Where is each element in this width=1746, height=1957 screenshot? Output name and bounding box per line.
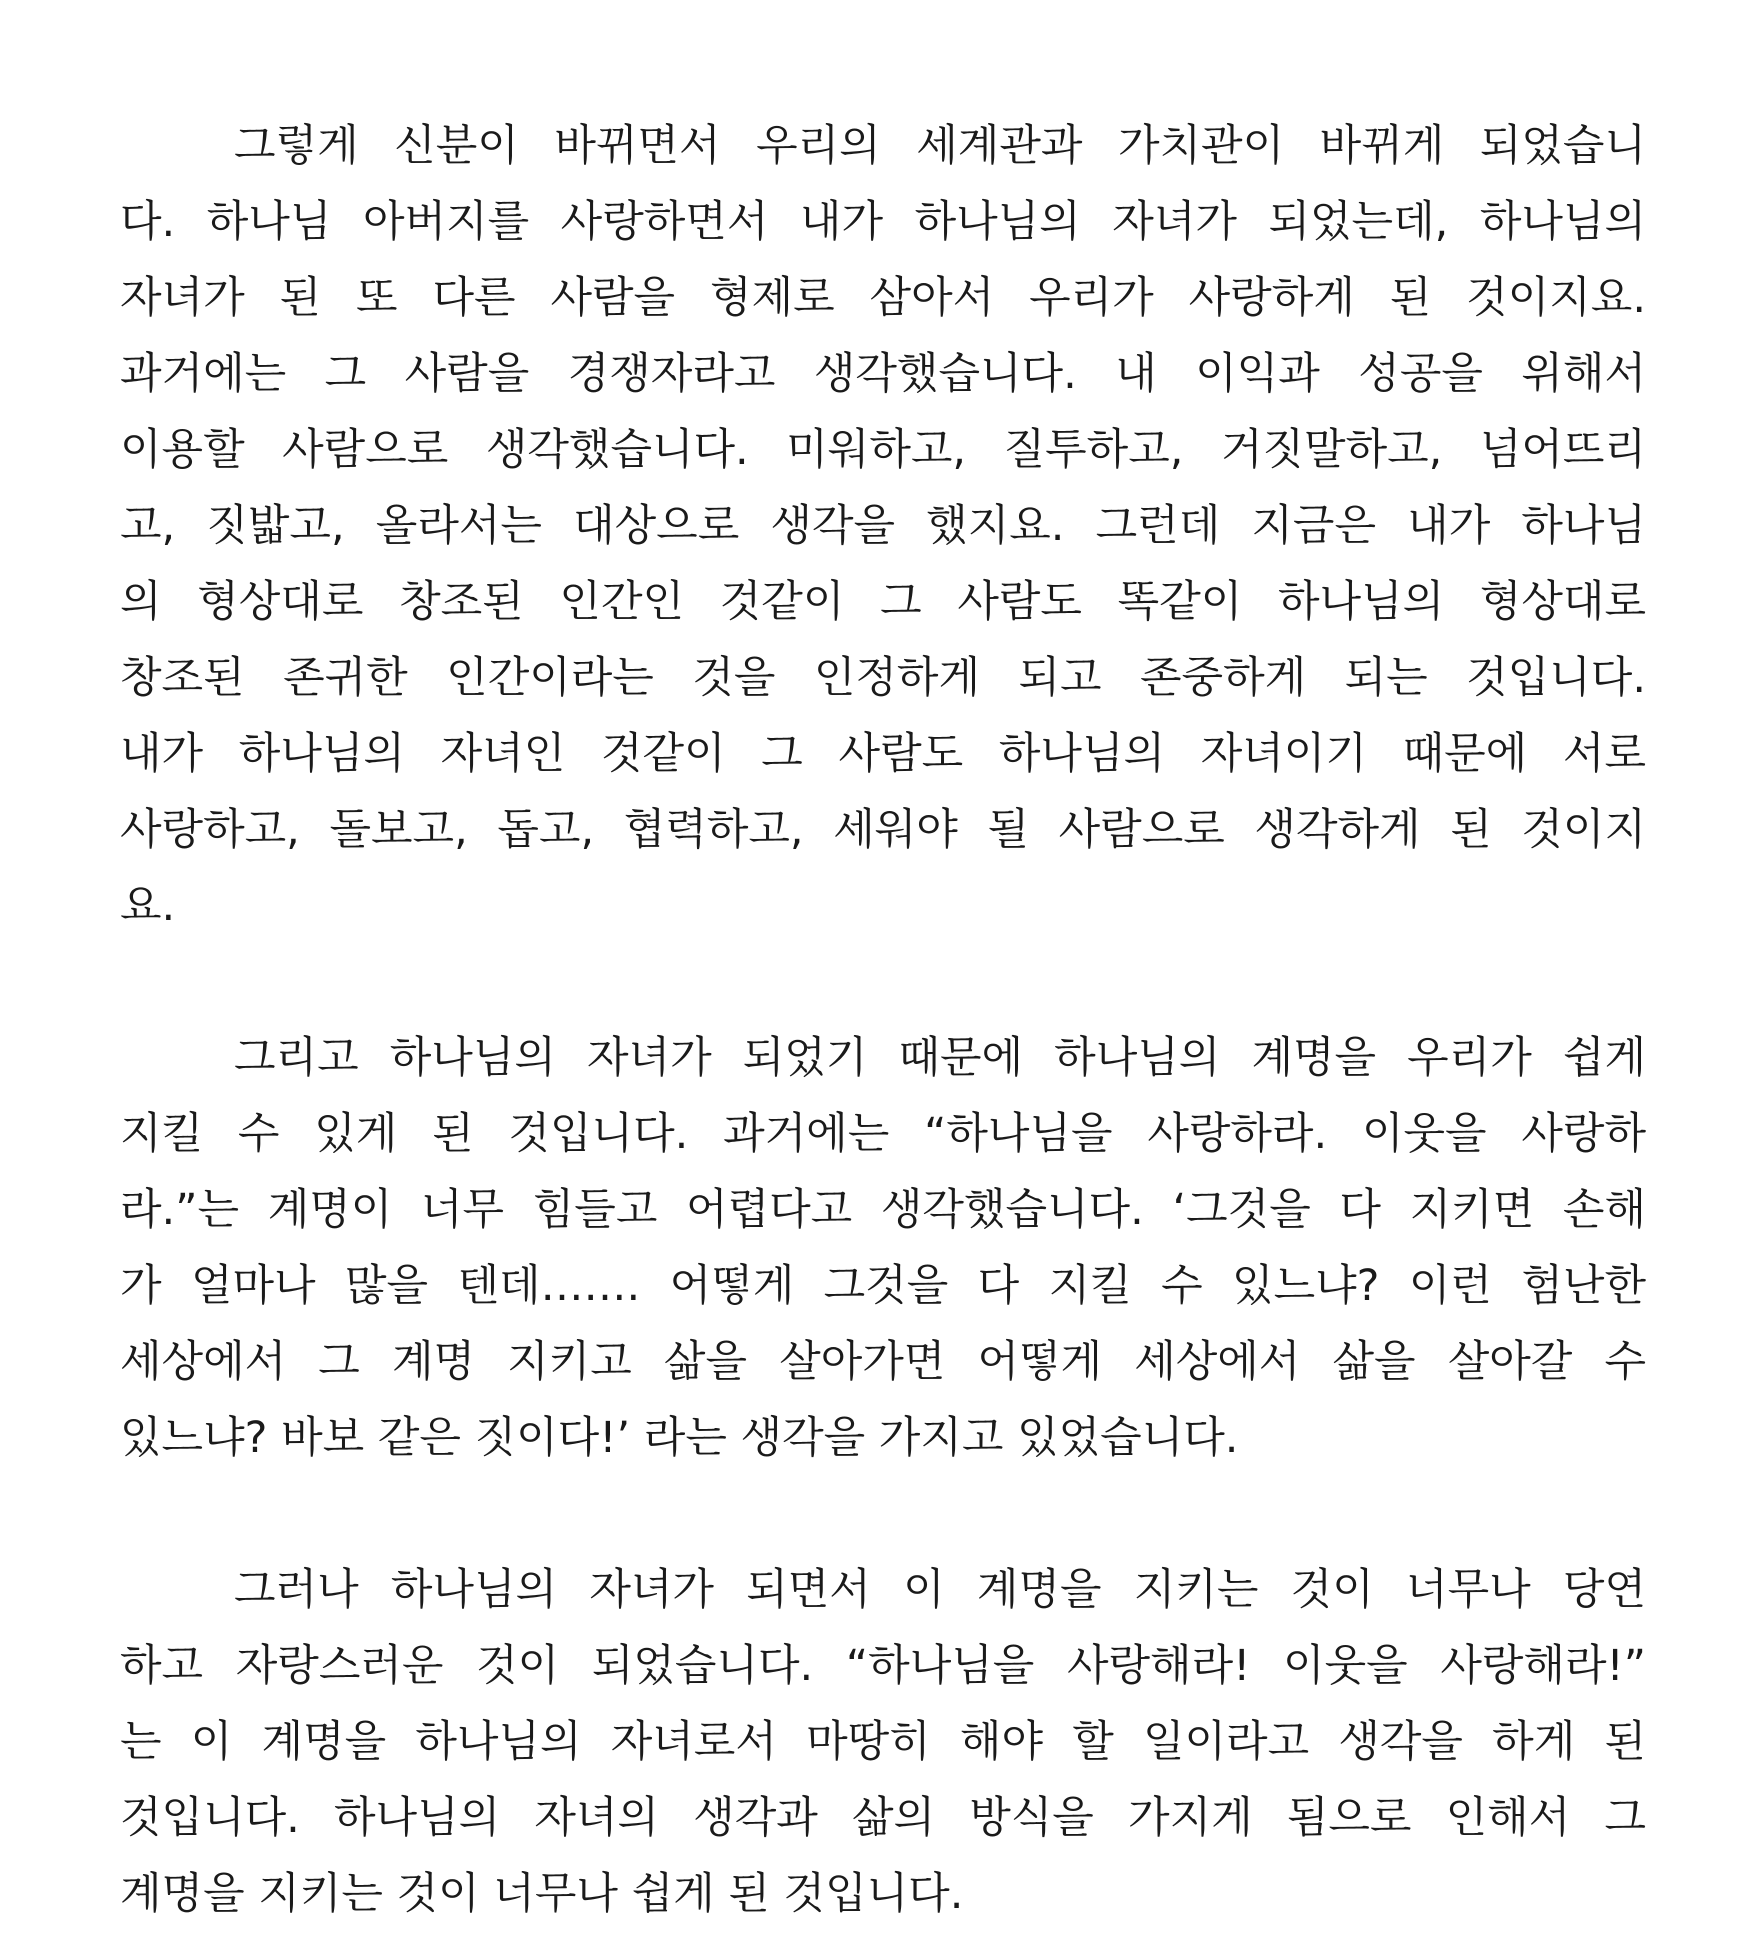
- text-line: 하고 자랑스러운 것이 되었습니다. “하나님을 사랑해라! 이웃을 사랑해라!”: [120, 1641, 1646, 1691]
- text-line: 는 이 계명을 하나님의 자녀로서 마땅히 해야 할 일이라고 생각을 하게 된: [120, 1717, 1646, 1767]
- paragraph-1: [120, 108, 1646, 944]
- paragraph-3: [120, 1552, 1646, 1932]
- text-line: 요.: [120, 881, 176, 931]
- text-line: 그렇게 신분이 바뀌면서 우리의 세계관과 가치관이 바뀌게 되었습니: [234, 121, 1646, 171]
- text-line: 계명을 지키는 것이 너무나 쉽게 된 것입니다.: [120, 1869, 964, 1919]
- text-line: 세상에서 그 계명 지키고 삶을 살아가면 어떻게 세상에서 삶을 살아갈 수: [120, 1337, 1646, 1387]
- text-line: 지킬 수 있게 된 것입니다. 과거에는 “하나님을 사랑하라. 이웃을 사랑하: [120, 1109, 1646, 1159]
- text-line: 그러나 하나님의 자녀가 되면서 이 계명을 지키는 것이 너무나 당연: [234, 1565, 1646, 1615]
- text-line: 고, 짓밟고, 올라서는 대상으로 생각을 했지요. 그런데 지금은 내가 하나님: [120, 501, 1646, 551]
- text-line: 자녀가 된 또 다른 사람을 형제로 삼아서 우리가 사랑하게 된 것이지요.: [120, 273, 1646, 323]
- text-line: 라.”는 계명이 너무 힘들고 어렵다고 생각했습니다. ‘그것을 다 지키면 손해: [120, 1185, 1646, 1235]
- paragraph-2: [120, 1020, 1646, 1476]
- text-line: 과거에는 그 사람을 경쟁자라고 생각했습니다. 내 이익과 성공을 위해서: [120, 349, 1646, 399]
- text-line: 가 얼마나 많을 텐데……. 어떻게 그것을 다 지킬 수 있느냐? 이런 험난한: [120, 1261, 1646, 1311]
- text-line: 사랑하고, 돌보고, 돕고, 협력하고, 세워야 될 사람으로 생각하게 된 것이지: [120, 805, 1646, 855]
- text-line: 창조된 존귀한 인간이라는 것을 인정하게 되고 존중하게 되는 것입니다.: [120, 653, 1646, 703]
- text-line: 있느냐? 바보 같은 짓이다!’ 라는 생각을 가지고 있었습니다.: [120, 1413, 1239, 1463]
- text-line: 그리고 하나님의 자녀가 되었기 때문에 하나님의 계명을 우리가 쉽게: [234, 1033, 1646, 1083]
- paragraph-gap: [120, 1476, 1646, 1552]
- document-body: [120, 108, 1646, 1932]
- paragraph-gap: [120, 944, 1646, 1020]
- text-line: 것입니다. 하나님의 자녀의 생각과 삶의 방식을 가지게 됨으로 인해서 그: [120, 1793, 1646, 1843]
- text-line: 의 형상대로 창조된 인간인 것같이 그 사람도 똑같이 하나님의 형상대로: [120, 577, 1646, 627]
- text-line: 이용할 사람으로 생각했습니다. 미워하고, 질투하고, 거짓말하고, 넘어뜨리: [120, 425, 1646, 475]
- text-line: 다. 하나님 아버지를 사랑하면서 내가 하나님의 자녀가 되었는데, 하나님의: [120, 197, 1646, 247]
- text-line: 내가 하나님의 자녀인 것같이 그 사람도 하나님의 자녀이기 때문에 서로: [120, 729, 1646, 779]
